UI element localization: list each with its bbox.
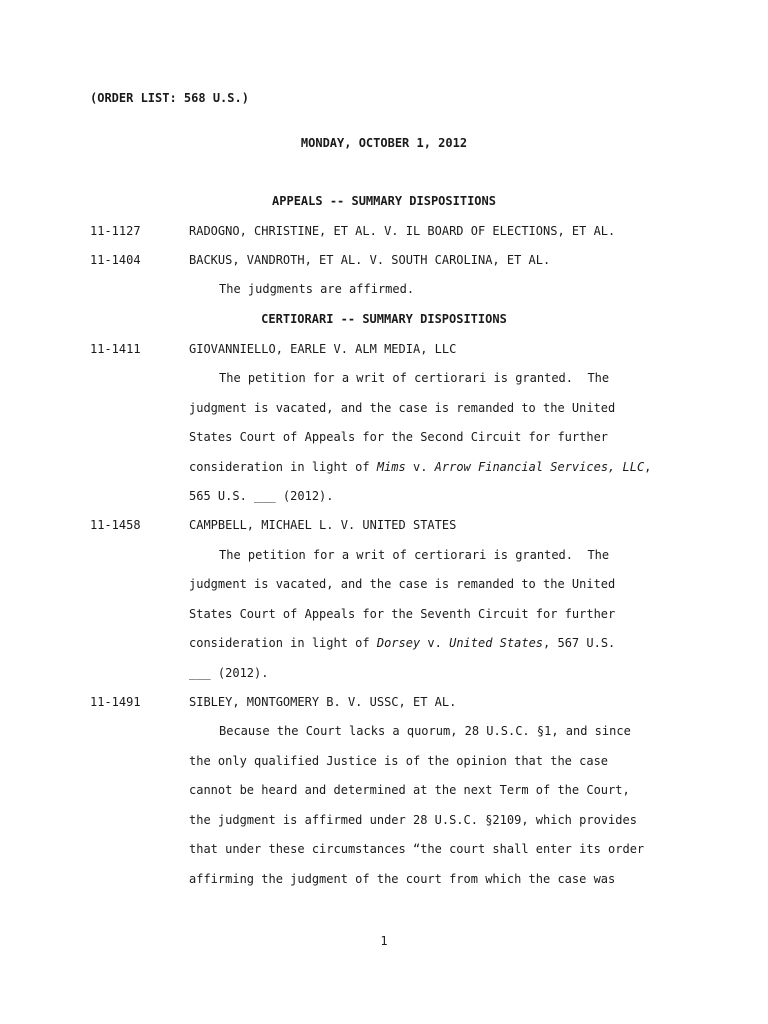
- docket-number: 11-1127: [90, 224, 141, 238]
- text-run: , 567 U.S.: [543, 636, 616, 650]
- case-text-line: [189, 635, 615, 651]
- case-text-line: 565 U.S. ___ (2012).: [189, 489, 334, 503]
- case-text-line: States Court of Appeals for the Second Circuit for further: [189, 430, 609, 444]
- case-title: GIOVANNIELLO, EARLE V. ALM MEDIA, LLC: [189, 342, 457, 356]
- case-text-line: Because the Court lacks a quorum, 28 U.S.C. §1, and since: [219, 724, 631, 738]
- case-text-line: judgment is vacated, and the case is remanded to the United: [189, 577, 616, 591]
- case-text-line: affirming the judgment of the court from which the case was: [189, 872, 616, 886]
- case-title: CAMPBELL, MICHAEL L. V. UNITED STATES: [189, 518, 457, 532]
- case-text-line: ___ (2012).: [189, 666, 269, 680]
- order-date: MONDAY, OCTOBER 1, 2012: [300, 136, 468, 150]
- text-run: v.: [420, 636, 450, 650]
- case-text-line: judgment is vacated, and the case is remanded to the United: [189, 401, 616, 415]
- docket-number: 11-1491: [90, 695, 141, 709]
- case-title: RADOGNO, CHRISTINE, ET AL. V. IL BOARD OF ELECTIONS, ET AL.: [189, 224, 616, 238]
- case-name-italic: Mims: [376, 460, 406, 474]
- docket-number: 11-1411: [90, 342, 141, 356]
- appeals-disposition: The judgments are affirmed.: [219, 282, 415, 296]
- order-list-header: (ORDER LIST: 568 U.S.): [90, 91, 249, 105]
- case-text-line: States Court of Appeals for the Seventh Circuit for further: [189, 607, 616, 621]
- case-name-italic: United States: [449, 636, 544, 650]
- case-text-line: the only qualified Justice is of the opinion that the case: [189, 754, 609, 768]
- text-run: consideration in light of: [189, 636, 377, 650]
- text-run: ,: [644, 460, 652, 474]
- case-title: SIBLEY, MONTGOMERY B. V. USSC, ET AL.: [189, 695, 457, 709]
- case-text-line: The petition for a writ of certiorari is granted. The: [219, 371, 610, 385]
- case-name-italic: Arrow Financial Services, LLC: [434, 460, 645, 474]
- case-text-line: [189, 459, 651, 475]
- certiorari-section-heading: CERTIORARI -- SUMMARY DISPOSITIONS: [261, 312, 507, 326]
- appeals-section-heading: APPEALS -- SUMMARY DISPOSITIONS: [272, 194, 496, 208]
- case-text-line: The petition for a writ of certiorari is granted. The: [219, 548, 610, 562]
- case-name-italic: Dorsey: [376, 636, 421, 650]
- page-number: 1: [380, 934, 388, 948]
- docket-number: 11-1458: [90, 518, 141, 532]
- text-run: consideration in light of: [189, 460, 377, 474]
- docket-number: 11-1404: [90, 253, 141, 267]
- case-text-line: cannot be heard and determined at the next Term of the Court,: [189, 783, 630, 797]
- case-text-line: that under these circumstances “the court shall enter its order: [189, 842, 645, 856]
- text-run: v.: [405, 460, 435, 474]
- case-title: BACKUS, VANDROTH, ET AL. V. SOUTH CAROLINA, ET AL.: [189, 253, 551, 267]
- case-text-line: the judgment is affirmed under 28 U.S.C. §2109, which provides: [189, 813, 637, 827]
